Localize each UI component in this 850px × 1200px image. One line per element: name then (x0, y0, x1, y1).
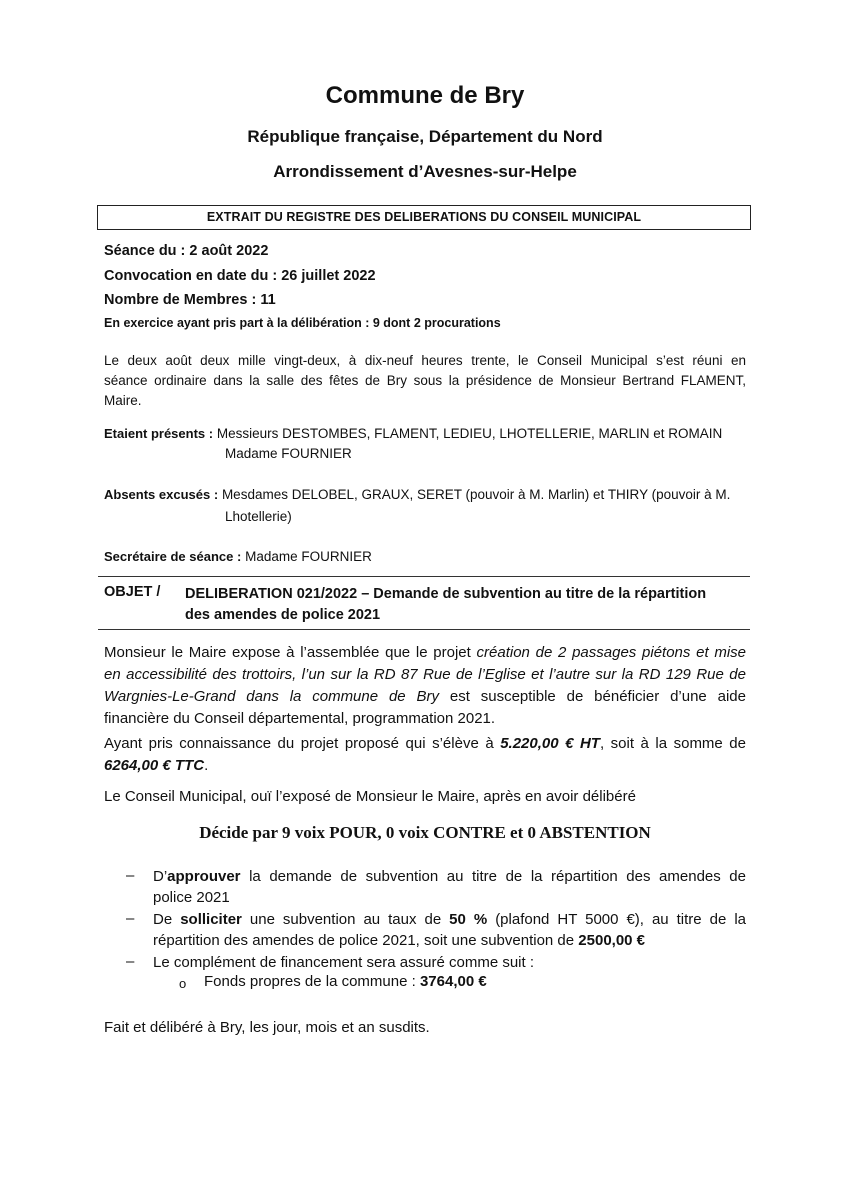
montant-text: Ayant pris connaissance du projet proposé qui s’élève à (104, 735, 494, 752)
intro-line: Maire. (104, 393, 142, 408)
presents-names-2: Madame FOURNIER (225, 446, 352, 461)
expose-line (104, 686, 746, 708)
convocation-date: Convocation en date du : 26 juillet 2022 (104, 268, 376, 284)
conseil-line: Le Conseil Municipal, ouï l’exposé de Monsieur le Maire, après en avoir délibéré (104, 788, 636, 805)
decision-item-solliciter (153, 909, 746, 951)
item-line: police 2021 (153, 889, 230, 906)
montant-paragraph (104, 733, 746, 777)
expose-paragraph (104, 642, 746, 730)
item-keyword: solliciter (180, 911, 242, 928)
secretaire-row (104, 549, 372, 564)
fonds-propres-line (204, 973, 487, 990)
montant-line (104, 733, 746, 755)
project-title: création de 2 passages piétons et mise (476, 644, 747, 661)
item-text: la demande de subvention au titre de la répartition des amendes de (249, 868, 746, 885)
absents-names: Mesdames DELOBEL, GRAUX, SERET (pouvoir à M. Marlin) et THIRY (pouvoir à M. (221, 487, 731, 502)
objet-label: OBJET / (104, 584, 161, 600)
montant-ttc: 6264,00 € TTC (104, 757, 205, 774)
page-title: Commune de Bry (325, 82, 525, 109)
secretaire-name: Madame FOURNIER (245, 549, 372, 564)
item-text: répartition des amendes de police 2021, soit une subvention de (153, 932, 575, 949)
circle-bullet: o (179, 976, 187, 991)
objet-title-line: DELIBERATION 021/2022 – Demande de subvention au titre de la répartition (185, 586, 707, 602)
item-text: D’ (153, 868, 168, 885)
objet-bottom-rule (98, 629, 750, 630)
intro-paragraph (104, 351, 746, 411)
presents-row (104, 426, 722, 441)
intro-line: Le deux août deux mille vingt-deux, à dix-neuf heures trente, le Conseil Municipal s’est réuni en (104, 353, 746, 368)
item-amount: 3764,00 € (419, 973, 487, 990)
expose-text: Monsieur le Maire expose à l’assemblée que le projet (104, 644, 471, 661)
decision-item-complement: Le complément de financement sera assuré comme suit : (153, 954, 535, 971)
montant-line (104, 755, 746, 777)
extract-box (97, 205, 751, 230)
extract-title: EXTRAIT DU REGISTRE DES DELIBERATIONS DU CONSEIL MUNICIPAL (206, 210, 642, 224)
absents-names-2: Lhotellerie) (225, 509, 292, 524)
item-text: De (153, 911, 173, 928)
seance-date: Séance du : 2 août 2022 (104, 243, 269, 259)
header-line-1: République française, Département du Nord (247, 127, 603, 146)
item-rate: 50 % (449, 911, 488, 928)
item-line (153, 930, 746, 951)
presents-names: Messieurs DESTOMBES, FLAMENT, LEDIEU, LHOTELLERIE, MARLIN et ROMAIN (216, 426, 723, 441)
decision-item-approve (153, 866, 746, 908)
closing-line: Fait et délibéré à Bry, les jour, mois et an susdits. (104, 1019, 430, 1036)
expose-text: est susceptible de bénéficier d’une aide (449, 688, 746, 705)
dash-bullet: – (126, 953, 135, 970)
objet-title-line: des amendes de police 2021 (185, 607, 381, 623)
objet-top-rule (98, 576, 750, 577)
dash-bullet: – (126, 867, 135, 884)
dash-bullet: – (126, 910, 135, 927)
item-text: Fonds propres de la commune : (204, 973, 416, 990)
exercice-line: En exercice ayant pris part à la délibération : 9 dont 2 procurations (104, 316, 501, 330)
intro-line: séance ordinaire dans la salle des fêtes de Bry sous la présidence de Monsieur Bertrand FLAMENT, (104, 373, 746, 388)
absents-row (104, 487, 730, 502)
members-count: Nombre de Membres : 11 (104, 292, 276, 308)
expose-line: financière du Conseil départemental, programmation 2021. (104, 710, 496, 727)
presents-label: Etaient présents : (104, 426, 214, 441)
montant-text: . (204, 757, 209, 774)
item-text: (plafond HT 5000 €), au titre de la (495, 911, 746, 928)
montant-ht: 5.220,00 € HT (500, 735, 600, 752)
expose-line (104, 664, 746, 686)
vote-result: Décide par 9 voix POUR, 0 voix CONTRE et 0 ABSTENTION (199, 823, 651, 842)
montant-text: , soit à la somme de (599, 735, 746, 752)
header-line-2: Arrondissement d’Avesnes-sur-Helpe (273, 162, 577, 181)
item-line (153, 866, 746, 887)
item-keyword: approuver (167, 868, 241, 885)
item-amount: 2500,00 € (578, 932, 646, 949)
project-title: en accessibilité des trottoirs, l’un sur la RD 87 Rue de l’Eglise et l’autre sur la RD 129 Rue de (104, 666, 746, 683)
absents-label: Absents excusés : (104, 487, 219, 502)
item-text: une subvention au taux de (249, 911, 442, 928)
expose-line (104, 642, 746, 664)
project-title: Wargnies-Le-Grand dans la commune de Bry (104, 688, 439, 705)
objet-title (185, 584, 745, 626)
secretaire-label: Secrétaire de séance : (104, 549, 242, 564)
item-line (153, 909, 746, 930)
